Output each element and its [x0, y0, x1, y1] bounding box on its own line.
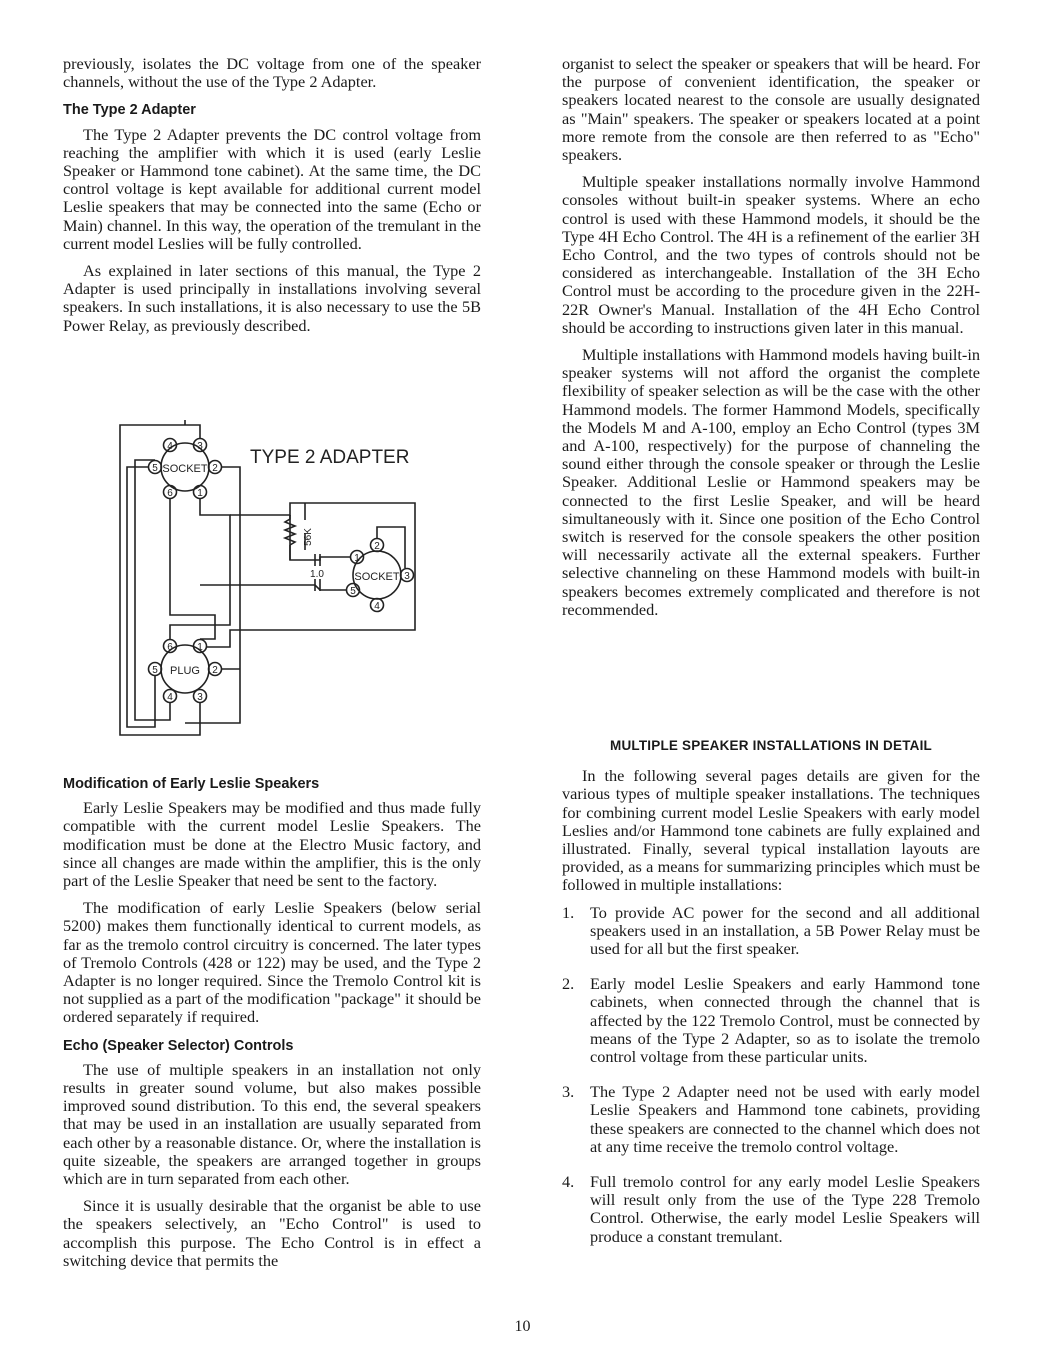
type2-paragraph-2: As explained in later sections of this manual, the Type 2 Adapter is used principally in installations involving several speakers. In such installations, it is also necessary to use the 5B Power Relay, as previously described. [63, 261, 481, 335]
type2-paragraph-1: The Type 2 Adapter prevents the DC control voltage from reaching the amplifier with which it is used (early Leslie Speaker or Hammond tone cabinet). At the same time, the DC control voltage is kept available for additional current model Leslie speakers that may be connected into the same (Echo or Main) channel. In this way, the operation of the tremulant in the current model Leslies will be fully controlled. [63, 124, 481, 253]
left-column [63, 55, 481, 344]
svg-text:3: 3 [404, 571, 410, 582]
right-column [562, 55, 980, 628]
right-socket [347, 539, 414, 613]
type2-heading: The Type 2 Adapter [63, 102, 196, 119]
svg-text:4: 4 [167, 692, 173, 703]
installation-rules-list [562, 904, 980, 1246]
svg-text:1: 1 [197, 488, 203, 499]
type2-adapter-diagram [115, 415, 425, 740]
svg-text:56K: 56K [303, 528, 314, 546]
svg-text:1.0: 1.0 [310, 569, 324, 580]
page-number: 10 [514, 1318, 531, 1335]
modification-paragraph-1: Early Leslie Speakers may be modified and thus made fully compatible with the current model Leslie Speakers. The modification must be done at the Electro Music factory, and since all changes are made within the amplifier, this is the only part of the Leslie Speaker that need be sent to the factory. [63, 798, 481, 891]
intro-paragraph: previously, isolates the DC voltage from one of the speaker channels, without the use of the Type 2 Adapter. [63, 54, 481, 92]
svg-text:1: 1 [354, 553, 360, 564]
right-paragraph-2: Multiple speaker installations normally involve Hammond consoles without built-in speaker systems. Where an echo control is used with these Hammond models, it should be the Type 4H Echo Control. The 4H is a refinement of the earlier 3H Echo Control, and the two types of controls should not be considered as interchangeable. Installation of the 3H Echo Control must be according to the procedure given in the 22H-22R Owner's Manual. Installation of the 4H Echo Control should be according to instructions given later in this manual. [562, 172, 980, 337]
multiple-installations-heading: MULTIPLE SPEAKER INSTALLATIONS IN DETAIL [610, 738, 932, 753]
svg-text:6: 6 [167, 642, 173, 653]
svg-text:2: 2 [374, 541, 380, 552]
svg-text:PLUG: PLUG [170, 665, 200, 677]
echo-heading: Echo (Speaker Selector) Controls [63, 1037, 294, 1054]
svg-text:4: 4 [374, 601, 380, 612]
svg-text:5: 5 [152, 665, 158, 676]
svg-text:5: 5 [152, 463, 158, 474]
list-item: 3. The Type 2 Adapter need not be used with early model Leslie Speakers and Hammond tone cabinets, providing these speakers are connected to the channel which does not at any time receive the tremolo control voltage. [562, 1082, 980, 1156]
svg-text:4: 4 [167, 441, 173, 452]
svg-text:2: 2 [212, 665, 218, 676]
list-item: 4. Full tremolo control for any early model Leslie Speakers will result only from the use of the Type 228 Tremolo Control. Otherwise, the early model Leslie Speakers will produce a constant tremulant. [562, 1172, 980, 1246]
diagram-title: TYPE 2 ADAPTER [250, 447, 410, 468]
echo-paragraph-1: The use of multiple speakers in an installation not only results in greater sound volume, but also makes possible improved sound distribution. To this end, the several speakers that may be used in an installation are usually separated from each other by a reasonable distance. Or, where the installation is quite sizeable, the speakers are arranged together in groups which are in turn separated from each other. [63, 1059, 481, 1189]
right-paragraph-1: organist to select the speaker or speakers that will be heard. For the purpose of convenient identification, the speaker or speakers located nearest to the console are usually designated as "Main" speakers. The speaker or speakers located at a point more remote from the console are then referred to as "Echo" speakers. [562, 54, 980, 165]
modification-paragraph-2: The modification of early Leslie Speakers (below serial 5200) makes them functionally identical to current models, as far as the tremolo control circuitry is concerned. The later types of Tremolo Controls (428 or 122) may be used, and the Type 2 Adapter is no longer required. Since the Tremolo Control kit is not supplied as a part of the modification "package" it should be ordered separately if required. [63, 898, 481, 1027]
echo-paragraph-2: Since it is usually desirable that the organist be able to use the speakers selectively, an "Echo Control" is used to accomplish this purpose. The Echo Control is in effect a switching device that permits the [63, 1196, 481, 1270]
svg-text:6: 6 [167, 488, 173, 499]
plug [149, 640, 222, 704]
svg-text:SOCKET: SOCKET [354, 571, 400, 583]
svg-text:1: 1 [197, 642, 203, 653]
svg-text:3: 3 [197, 441, 203, 452]
right-lower-column [562, 737, 980, 1263]
svg-text:5: 5 [350, 586, 356, 597]
svg-text:SOCKET: SOCKET [162, 463, 208, 475]
left-lower-column [63, 775, 481, 1279]
list-item: 2. Early model Leslie Speakers and early Hammond tone cabinets, when connected through the channel that is affected by the 122 Tremolo Control, must be connected by means of the Type 2 Adapter, so as to isolate the tremolo control voltage from these particular units. [562, 974, 980, 1067]
modification-heading: Modification of Early Leslie Speakers [63, 776, 320, 792]
svg-text:3: 3 [197, 692, 203, 703]
multiple-installations-paragraph: In the following several pages details are given for the various types of multiple speaker installations. The techniques for combining current model Leslie Speakers with early model Leslies and/or Hammond tone cabinets are fully explained and illustrated. Finally, several typical installation layouts are provided, as a means for summarizing principles which must be followed in multiple installations: [562, 766, 980, 895]
top-socket [149, 439, 222, 500]
list-item: 1. To provide AC power for the second and all additional speakers used in an installation, a 5B Power Relay must be used for all but the first speaker. [562, 902, 980, 959]
svg-text:2: 2 [212, 463, 218, 474]
right-paragraph-3: Multiple installations with Hammond models having built-in speaker systems will not afford the organist the complete flexibility of speaker selection as will be the case with the other Hammond models. The former Hammond Models, specifically the Models M and A-100, employ an Echo Control (types 3M and A-100, respectively) for the purpose of channeling the sound either through the console speaker or through the Leslie Speaker. Additional Leslie or Hammond speakers may be connected to the first Leslie Speaker, and will be heard simultaneously with it. Since one position of the Echo Control switch is reserved for the console speakers the other position will necessarily activate all the external speakers. Further selective channeling on these Hammond models with built-in speakers becomes extremely complicated and therefore is not recommended. [562, 345, 980, 619]
